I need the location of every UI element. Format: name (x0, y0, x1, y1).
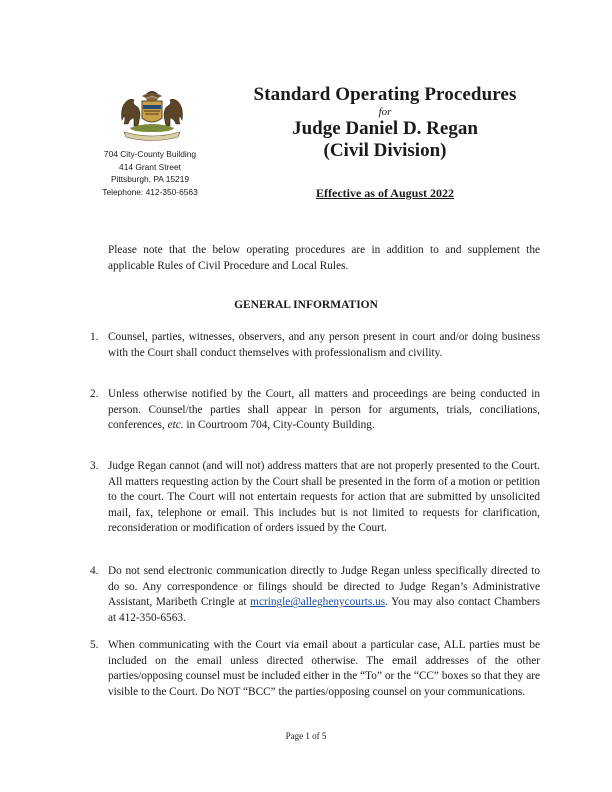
chambers-address (80, 148, 220, 198)
address-line: Pittsburgh, PA 15219 (110, 174, 190, 185)
item-number: 1. (90, 331, 99, 343)
item-text-part: Unless otherwise notified by the Court, all matters and proceedings are being conducted in person. Counsel/the parties shall appear in person for arguments, trials, conciliations, conferences, (108, 388, 540, 432)
page-number: Page 1 of 5 (285, 731, 327, 741)
item-number: 2. (90, 388, 99, 400)
address-telephone: Telephone: 412-350-6563 (102, 186, 198, 197)
item-text: Counsel, parties, witnesses, observers, and any person present in court and/or doing business with the Court shall conduct themselves with professionalism and civility. (108, 331, 540, 359)
email-link[interactable]: mcringle@alleghenycourts.us (250, 596, 386, 609)
section-heading: GENERAL INFORMATION (234, 299, 378, 311)
item-text-part: in Courtroom 704, City-County Building. (183, 419, 375, 432)
title-block (228, 84, 542, 162)
item-text (108, 387, 540, 434)
item-text: When communicating with the Court via email about a particular case, ALL parties must be included on the email unless directed otherwise. The email addresses of the other parties/opposing counsel must be included either in the “To” or the “CC” boxes so that they are visible to the Court. Do NOT “BCC” the parties/opposing counsel on your communications. (108, 639, 540, 698)
item-text-emphasis: etc. (167, 419, 184, 432)
for-label: for (378, 106, 392, 118)
intro-paragraph: Please note that the below operating procedures are in addition to and supplement the applicable Rules of Civil Procedure and Local Rules. (108, 244, 540, 272)
item-text-part: Do not send electronic communication directly to Judge Regan unless specifically directed to do so. Any correspondence or filings should be directed to Judge Regan’s Administrative Assistant, Maribeth Cringle at (108, 565, 540, 609)
judge-name: Judge Daniel D. Regan (292, 118, 478, 139)
address-line: 414 Grant Street (119, 161, 181, 172)
item-text: Judge Regan cannot (and will not) address matters that are not properly presented to the Court. All matters requesting action by the Court shall be presented in the form of a motion or petition to the court. The Court will not entertain requests for action that are submitted by unsolicited mail, fax, telephone or email. This includes but is not limited to requests for clarification, reconsideration or modification of orders issued by the Court. (108, 460, 540, 535)
item-number: 4. (90, 565, 99, 577)
item-number: 3. (90, 460, 99, 472)
item-text (108, 564, 540, 626)
effective-date: Effective as of August 2022 (316, 186, 454, 200)
division-name: (Civil Division) (323, 140, 447, 161)
item-number: 5. (90, 639, 99, 651)
item-text-part: . You may also contact Chambers at 412-350-6563. (108, 596, 541, 624)
document-title: Standard Operating Procedures (253, 84, 517, 105)
pennsylvania-coat-of-arms-seal (112, 86, 192, 142)
address-line: 704 City-County Building (103, 149, 197, 159)
